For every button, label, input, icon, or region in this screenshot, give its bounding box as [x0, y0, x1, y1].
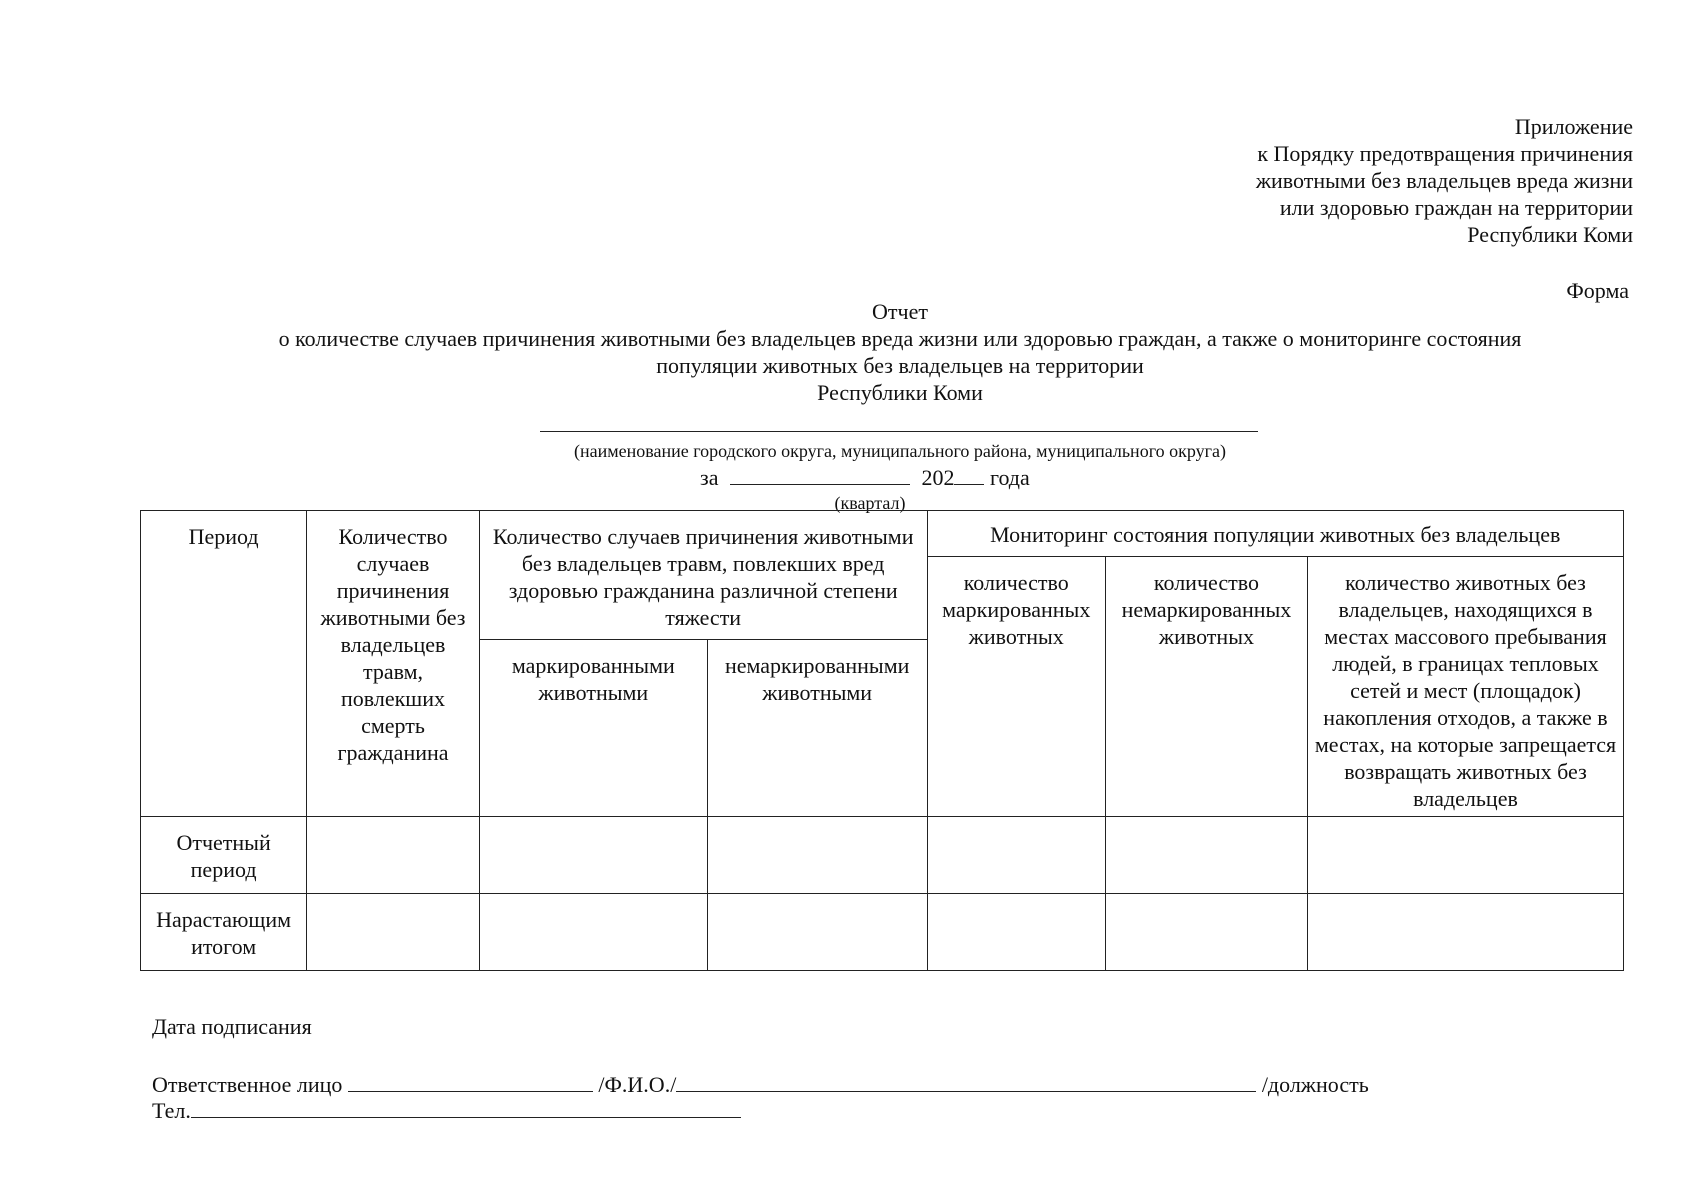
year-field[interactable] [954, 466, 984, 485]
appendix-line: или здоровью граждан на территории [1279, 195, 1633, 220]
report-title [200, 298, 1600, 406]
header-by-unmarked: немаркированными животными [707, 640, 927, 817]
header-places-count: количество животных без владельцев, находящихся в местах массового пребывания людей, в границах тепловых сетей и мест (площадок) накопления отходов, а также в местах, на которые запрещается возвращать животных без владельцев [1307, 557, 1623, 817]
phone-field[interactable] [191, 1097, 741, 1118]
table-cell[interactable] [927, 817, 1105, 894]
fio-field[interactable] [676, 1071, 1256, 1092]
table-cell[interactable] [307, 817, 480, 894]
table-cell[interactable] [707, 817, 927, 894]
appendix-header [1073, 113, 1633, 248]
table-cell[interactable] [1105, 894, 1307, 971]
phone-label: Тел. [152, 1098, 191, 1123]
form-label: Форма [1566, 278, 1629, 303]
table-cell[interactable] [1105, 817, 1307, 894]
header-by-marked: маркированными животными [479, 640, 707, 817]
table-cell[interactable] [707, 894, 927, 971]
period-prefix: за [700, 465, 719, 490]
fio-label: /Ф.И.О./ [598, 1072, 677, 1097]
header-period: Период [141, 511, 307, 817]
signature-field[interactable] [348, 1071, 593, 1092]
table-row [141, 894, 1624, 971]
responsible-label: Ответственное лицо [152, 1072, 343, 1097]
row-label: Отчетный период [141, 817, 307, 894]
quarter-caption: (квартал) [834, 493, 906, 513]
table-cell[interactable] [307, 894, 480, 971]
year-prefix: 202 [921, 465, 955, 490]
period-suffix: года [989, 465, 1030, 490]
title-line: о количестве случаев причинения животными без владельцев вреда жизни или здоровью граждан, а также о мониторинге состояния [278, 326, 1522, 351]
appendix-line: животными без владельцев вреда жизни [1255, 168, 1633, 193]
phone-line [152, 1097, 741, 1124]
position-label: /должность [1261, 1072, 1369, 1097]
responsible-person-line [152, 1071, 1369, 1098]
header-monitoring-group: Мониторинг состояния популяции животных без владельцев [927, 511, 1623, 557]
signing-date-label: Дата подписания [152, 1014, 312, 1039]
row-label: Нарастающим итогом [141, 894, 307, 971]
title-heading: Отчет [872, 299, 928, 324]
title-line: Республики Коми [817, 380, 983, 405]
period-line [700, 465, 1030, 491]
header-unmarked-count: количество немаркированных животных [1105, 557, 1307, 817]
quarter-field[interactable] [730, 466, 910, 485]
header-injuries-group: Количество случаев причинения животными без владельцев травм, повлекших вред здоровью гражданина различной степени тяжести [479, 511, 927, 640]
appendix-title: Приложение [1514, 114, 1633, 139]
table-cell[interactable] [479, 894, 707, 971]
appendix-line: Республики Коми [1467, 222, 1633, 247]
title-line: популяции животных без владельцев на территории [656, 353, 1144, 378]
table-cell[interactable] [927, 894, 1105, 971]
header-deaths: Количество случаев причинения животными без владельцев травм, повлекших смерть гражданина [307, 511, 480, 817]
header-marked-count: количество маркированных животных [927, 557, 1105, 817]
table-row [141, 817, 1624, 894]
report-table [140, 510, 1624, 971]
table-cell[interactable] [1307, 817, 1623, 894]
municipality-name-field[interactable] [540, 431, 1258, 432]
municipality-name-caption: (наименование городского округа, муниципального района, муниципального округа) [573, 441, 1227, 461]
appendix-line: к Порядку предотвращения причинения [1257, 141, 1633, 166]
table-cell[interactable] [1307, 894, 1623, 971]
table-cell[interactable] [479, 817, 707, 894]
